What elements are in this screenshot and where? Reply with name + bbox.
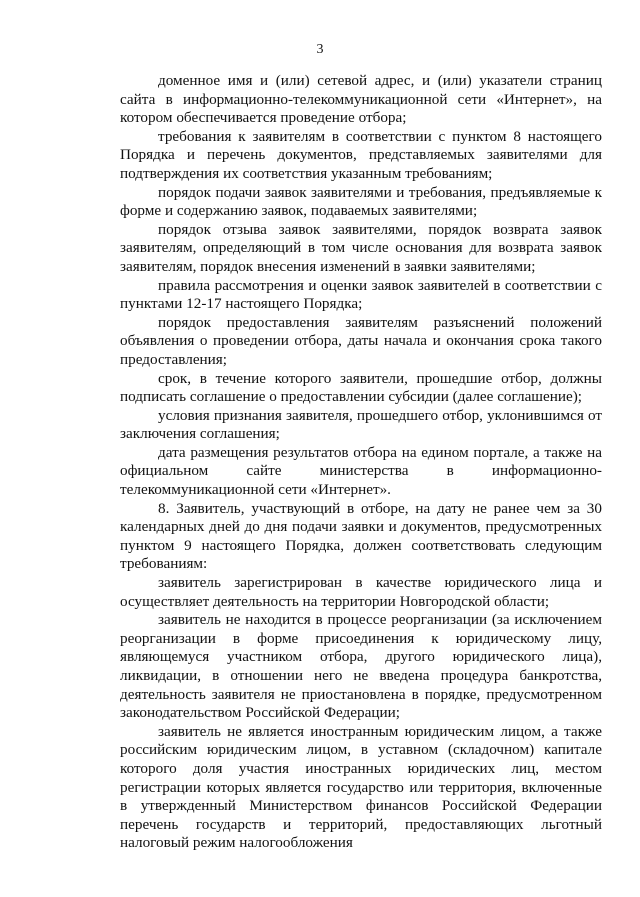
paragraph-foreign-entity-requirement: заявитель не является иностранным юридическим лицом, а также российским юридическим лицом, в уставном (складочном) капитале которого доля участия иностранных юридических лиц, местом регистрации которых является государство или территория, включенные в утвержденный Министерством финансов Российской Федерации перечень государств и территорий, предоставляющих льготный налоговый режим налогообложения: [120, 722, 602, 852]
paragraph-evaluation-rules: правила рассмотрения и оценки заявок заявителей в соответствии с пунктами 12-17 настоящего Порядка;: [120, 276, 602, 313]
paragraph-submission-procedure: порядок подачи заявок заявителями и требования, предъявляемые к форме и содержанию заявок, подаваемых заявителями;: [120, 183, 602, 220]
paragraph-reorganization-requirement: заявитель не находится в процессе реорганизации (за исключением реорганизации в форме присоединения к юридическому лицу, являющемуся участником отбора, другого юридического лица), ликвидации, в отношении него не введена процедура банкротства, деятельность заявителя не приостановлена в порядке, предусмотренном законодательством Российской Федерации;: [120, 611, 602, 722]
document-body: [120, 72, 602, 853]
paragraph-applicant-requirements: требования к заявителям в соответствии с пунктом 8 настоящего Порядка и перечень документов, представляемых заявителями для подтверждения их соответствия указанным требованиям;: [120, 127, 602, 182]
paragraph-withdrawal-procedure: порядок отзыва заявок заявителями, порядок возврата заявок заявителям, определяющий в том числе основания для возврата заявок заявителям, порядок внесения изменений в заявки заявителями;: [120, 220, 602, 275]
paragraph-agreement-deadline: срок, в течение которого заявители, прошедшие отбор, должны подписать соглашение о предоставлении субсидии (далее соглашение);: [120, 369, 602, 406]
paragraph-registration-requirement: заявитель зарегистрирован в качестве юридического лица и осуществляет деятельность на территории Новгородской области;: [120, 574, 602, 610]
paragraph-evasion-conditions: условия признания заявителя, прошедшего отбор, уклонившимся от заключения соглашения;: [120, 406, 602, 443]
paragraph-results-publication: дата размещения результатов отбора на едином портале, а также на официальном сайте министерства в информационно-телекоммуникационной сети «Интернет».: [120, 443, 602, 499]
page-number: 3: [316, 42, 324, 57]
paragraph-website-address: доменное имя и (или) сетевой адрес, и (или) указатели страниц сайта в информационно-телекоммуникационной сети «Интернет», на котором обеспечивается проведение отбора;: [120, 72, 602, 127]
paragraph-clarifications: порядок предоставления заявителям разъяснений положений объявления о проведении отбора, даты начала и окончания срока такого предоставления;: [120, 313, 602, 368]
paragraph-item-8: 8. Заявитель, участвующий в отборе, на дату не ранее чем за 30 календарных дней до дня подачи заявки и документов, предусмотренных пунктом 9 настоящего Порядка, должен соответствовать следующим требованиям:: [120, 499, 602, 573]
